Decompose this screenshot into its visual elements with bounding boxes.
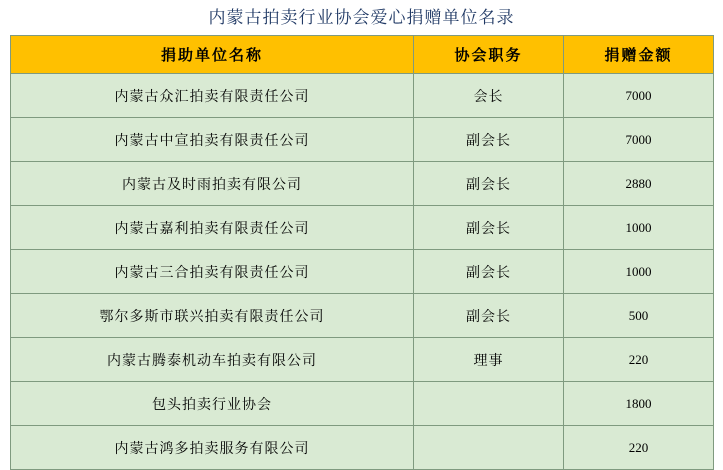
donation-table xyxy=(10,35,714,470)
cell-unit-name: 内蒙古及时雨拍卖有限公司 xyxy=(11,162,414,206)
cell-amount: 500 xyxy=(564,294,714,338)
cell-role xyxy=(414,382,564,426)
page-title: 内蒙古拍卖行业协会爱心捐赠单位名录 xyxy=(208,8,515,27)
cell-amount: 1000 xyxy=(564,206,714,250)
cell-role: 副会长 xyxy=(414,294,564,338)
cell-unit-name: 鄂尔多斯市联兴拍卖有限责任公司 xyxy=(11,294,414,338)
column-header-role: 协会职务 xyxy=(414,36,564,74)
cell-unit-name: 内蒙古中宣拍卖有限责任公司 xyxy=(11,118,414,162)
table-row xyxy=(11,382,714,426)
cell-role: 副会长 xyxy=(414,118,564,162)
table-header xyxy=(11,36,714,74)
cell-unit-name: 内蒙古众汇拍卖有限责任公司 xyxy=(11,74,414,118)
cell-amount: 7000 xyxy=(564,74,714,118)
table-row xyxy=(11,338,714,382)
cell-amount: 1000 xyxy=(564,250,714,294)
table-row xyxy=(11,426,714,470)
table-row xyxy=(11,250,714,294)
cell-role: 副会长 xyxy=(414,162,564,206)
cell-role: 理事 xyxy=(414,338,564,382)
table-row xyxy=(11,118,714,162)
cell-unit-name: 内蒙古腾泰机动车拍卖有限公司 xyxy=(11,338,414,382)
cell-amount: 2880 xyxy=(564,162,714,206)
table-row xyxy=(11,162,714,206)
table-row xyxy=(11,294,714,338)
cell-role: 副会长 xyxy=(414,250,564,294)
cell-role: 副会长 xyxy=(414,206,564,250)
cell-amount: 7000 xyxy=(564,118,714,162)
cell-unit-name: 内蒙古三合拍卖有限责任公司 xyxy=(11,250,414,294)
cell-unit-name: 内蒙古嘉利拍卖有限责任公司 xyxy=(11,206,414,250)
column-header-amount: 捐赠金额 xyxy=(564,36,714,74)
cell-amount: 220 xyxy=(564,338,714,382)
cell-role xyxy=(414,426,564,470)
table-row xyxy=(11,74,714,118)
cell-amount: 220 xyxy=(564,426,714,470)
cell-unit-name: 包头拍卖行业协会 xyxy=(11,382,414,426)
table-body xyxy=(11,74,714,470)
column-header-name: 捐助单位名称 xyxy=(11,36,414,74)
table-header-row xyxy=(11,36,714,74)
table-row xyxy=(11,206,714,250)
cell-amount: 1800 xyxy=(564,382,714,426)
cell-unit-name: 内蒙古鸿多拍卖服务有限公司 xyxy=(11,426,414,470)
cell-role: 会长 xyxy=(414,74,564,118)
